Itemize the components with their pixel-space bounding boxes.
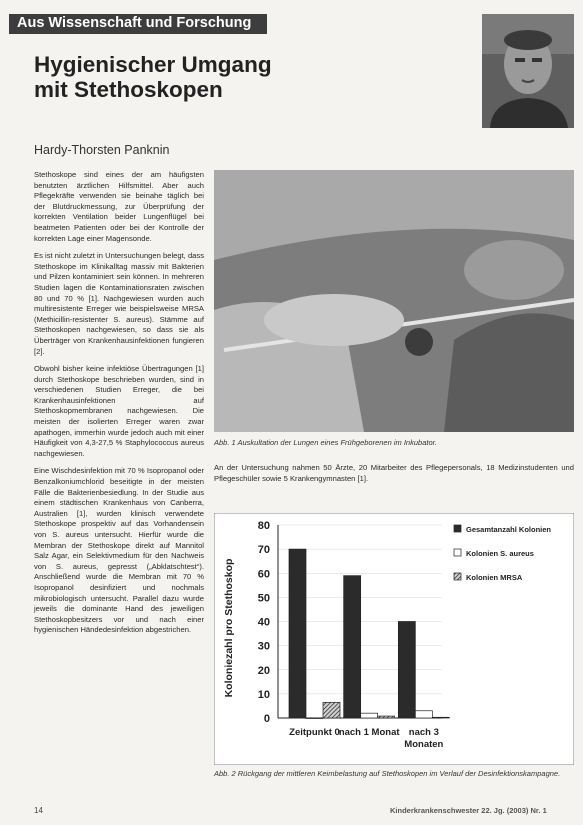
y-tick-label: 80: [257, 520, 270, 532]
bar: [289, 549, 306, 718]
page-number: 14: [34, 806, 43, 815]
y-tick-label: 30: [257, 640, 270, 653]
author-photo: [482, 14, 574, 128]
bar: [323, 702, 340, 718]
bar: [398, 622, 415, 719]
legend-label: Kolonien MRSA: [466, 573, 523, 582]
bar: [306, 718, 323, 719]
legend-swatch: [454, 549, 461, 556]
bar-chart: [214, 513, 574, 765]
legend-swatch: [454, 525, 461, 532]
journal-footer: Kinderkrankenschwester 22. Jg. (2003) Nr. 1: [390, 806, 547, 815]
bar: [378, 716, 395, 718]
y-tick-label: 70: [257, 544, 270, 557]
x-tick-label: nach 3 Monaten: [404, 727, 444, 750]
title-line-2: mit Stethoskopen: [34, 77, 223, 102]
y-tick-label: 40: [257, 616, 270, 629]
bar: [344, 576, 361, 718]
y-axis-label: Koloniezahl pro Stethoskop: [223, 558, 235, 698]
y-tick-label: 10: [257, 688, 270, 701]
bar: [415, 711, 432, 718]
left-column: [34, 170, 204, 643]
section-header: Aus Wissenschaft und Forschung: [9, 14, 267, 34]
figure-1-caption: Abb. 1 Auskultation der Lungen eines Frühgeborenen im Inkubator.: [214, 438, 437, 447]
chart-svg: [214, 513, 574, 765]
article-title: [34, 52, 334, 102]
paragraph: Stethoskope sind eines der am häufigsten benutzten ärztlichen Hilfsmittel. Aber auch Pflegekräfte verwenden sie beinahe täglich bei der Blutdruckmessung, zur Überprüfung der korrekten Ventilation beider Lungenflügel bei beatmeten Patienten oder bei der Kontrolle der korrekten Lage einer Magensonde.: [34, 170, 204, 243]
legend-label: Gesamtanzahl Kolonien: [466, 525, 552, 534]
right-body-text: An der Untersuchung nahmen 50 Ärzte, 20 Mitarbeiter des Pflegepersonals, 18 Medizinstudenten und Pflegeschüler sowie 5 Krankengymnasten [1].: [214, 463, 574, 483]
bar: [361, 713, 378, 718]
figure-2-caption: Abb. 2 Rückgang der mittleren Keimbelastung auf Stethoskopen im Verlauf der Desinfektionskampagne.: [214, 769, 561, 778]
y-tick-label: 50: [257, 592, 270, 605]
bar: [432, 717, 449, 718]
paragraph: Eine Wischdesinfektion mit 70 % Isopropanol oder Benzalkoniumchlorid beseitigte in der meisten Fälle die Bakterienbesiedlung. In der Studie aus einem städtischen Krankenhaus von Canberra, Australien [1], wurden klinisch verwendete Stethoskope prospektiv auf das Vorhandensein von S. aureus untersucht. Hierfür wurde die Membran der Stethoskope direkt auf Mannitol Salz Agar, ein Selektivmedium für den Nachweis von S. aureus, gepresst („Abklatschtest“). Anschließend wurde die Membran mit 70 % Isopropanol desinfiziert und nochmals mikrobiologisch untersucht. Parallel dazu wurde jeweils die dominante Hand des jeweiligen Stethoskopbesitzers vor und nach einer hygienischen Händedesinfektion abgestrichen.: [34, 466, 204, 635]
y-tick-label: 20: [257, 664, 270, 677]
y-tick-label: 60: [257, 568, 270, 581]
legend-label: Kolonien S. aureus: [466, 549, 534, 558]
paragraph: Es ist nicht zuletzt in Untersuchungen belegt, dass Stethoskope im Klinikalltag massiv mit Bakterien und Pilzen kontaminiert sein können. In mehreren Studien lagen die Kontaminationsraten zwischen 80 und 70 % [1]. Nachgewiesen wurden auch multiresistente Erreger wie beispielsweise MRSA (Methicillin-resistenter S. aureus). Stämme auf Stethoskopen nachgewiesen, so dass sie als Überträger von Krankenhausinfektionen fungieren [2].: [34, 251, 204, 356]
legend-swatch: [454, 573, 461, 580]
article-photo: [214, 170, 574, 432]
author-name: Hardy-Thorsten Panknin: [34, 143, 170, 157]
x-tick-label: nach 1 Monat: [338, 727, 400, 738]
title-line-1: Hygienischer Umgang: [34, 52, 272, 77]
paragraph: Obwohl bisher keine infektiöse Übertragungen [1] durch Stethoskope beschrieben wurden, sind in verschiedenen Studien Erreger, die bei Krankenhausinfektionen auf Stethoskopmembranen nachgewiesen. Die meisten der isolierten Erreger waren zwar apathogen, immerhin wurde jedoch auch mit einer Häufigkeit von 4,3-27,5 % Staphylococcus aureus nachgewiesen.: [34, 364, 204, 458]
y-tick-label: 0: [263, 713, 270, 725]
x-tick-label: Zeitpunkt 0: [289, 727, 340, 738]
